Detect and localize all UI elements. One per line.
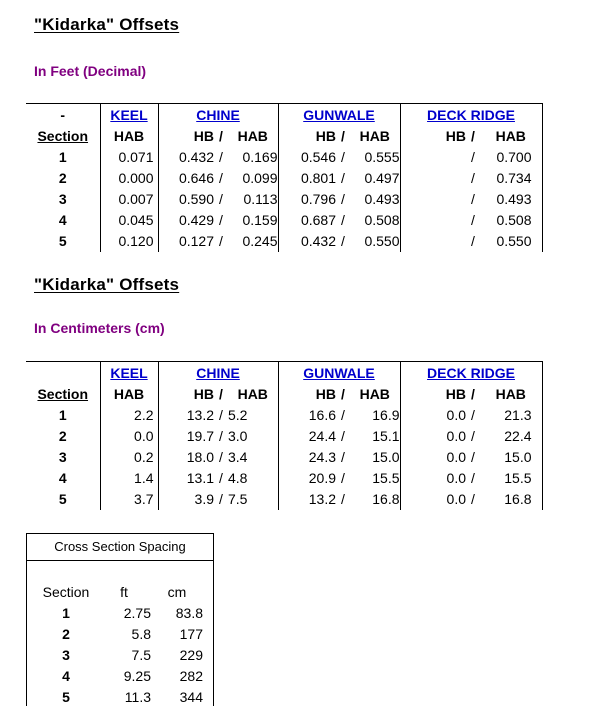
table-row	[26, 168, 542, 189]
chine-hb-value: 13.2	[158, 405, 214, 426]
table1-title: "Kidarka" Offsets	[34, 15, 180, 34]
keel-hab-value: 3.7	[100, 489, 158, 510]
gunwale-hab-value: 15.1	[372, 428, 400, 444]
chine-hb-value: 18.0	[158, 447, 214, 468]
gunwale-slash: /	[341, 428, 345, 444]
spacing-ft-header: ft	[120, 584, 128, 600]
deck-hb-value	[400, 147, 466, 168]
cross-section-spacing-box	[26, 533, 214, 706]
keel-hab-value: 0.045	[100, 210, 158, 231]
section-number: 4	[58, 470, 67, 486]
sub-header-row	[26, 384, 542, 405]
gunwale-slash: /	[341, 191, 345, 207]
keel-header-link[interactable]: KEEL	[100, 104, 158, 127]
spacing-section-number: 1	[62, 605, 70, 621]
keel-hab-value: 0.0	[100, 426, 158, 447]
chine-slash-header: /	[219, 386, 223, 402]
deck-slash-header: /	[471, 128, 475, 144]
feet-rows	[26, 147, 542, 252]
chine-slash: /	[219, 407, 223, 423]
gunwale-hab-value: 16.9	[372, 407, 400, 423]
section-number: 3	[58, 191, 67, 207]
gunwale-hb-value: 20.9	[278, 468, 336, 489]
chine-hb-value: 0.646	[158, 168, 214, 189]
deck-slash: /	[471, 491, 475, 507]
keel-hab-value: 2.2	[100, 405, 158, 426]
chine-hab-value: 0.099	[242, 170, 278, 186]
spacing-row	[35, 687, 203, 708]
spacing-section-number: 3	[62, 647, 70, 663]
table-row	[26, 468, 542, 489]
chine-hb-header: HB	[158, 384, 214, 405]
chine-hb-value: 19.7	[158, 426, 214, 447]
gunwale-header-link[interactable]: GUNWALE	[278, 362, 400, 385]
deck-hb-header: HB	[400, 126, 466, 147]
deck-slash: /	[471, 428, 475, 444]
table-row	[26, 231, 542, 252]
table-row	[26, 489, 542, 510]
gunwale-hb-value: 24.3	[278, 447, 336, 468]
deck-hb-value: 0.0	[400, 426, 466, 447]
deck-hab-value: 0.734	[480, 168, 542, 189]
chine-hb-value: 3.9	[158, 489, 214, 510]
gunwale-hab-value: 0.550	[364, 233, 400, 249]
spacing-cm-value: 229	[179, 647, 203, 663]
deck-hab-value: 0.493	[480, 189, 542, 210]
spacing-row	[35, 645, 203, 666]
gunwale-slash: /	[341, 407, 345, 423]
chine-hab-value: 0.245	[242, 233, 278, 249]
keel-hab-value: 1.4	[100, 468, 158, 489]
gunwale-slash: /	[341, 470, 345, 486]
chine-hab-header: HAB	[237, 386, 268, 402]
deck-ridge-header-link[interactable]: DECK RIDGE	[400, 104, 542, 127]
gunwale-slash: /	[341, 491, 345, 507]
offsets-table-feet	[26, 103, 543, 252]
deck-slash: /	[471, 191, 475, 207]
chine-hb-value: 13.1	[158, 468, 214, 489]
spacing-title: Cross Section Spacing	[27, 534, 213, 561]
deck-slash-header: /	[471, 386, 475, 402]
keel-hab-value: 0.000	[100, 168, 158, 189]
deck-slash: /	[471, 449, 475, 465]
chine-hb-value: 0.432	[158, 147, 214, 168]
chine-hab-value: 0.169	[242, 149, 278, 165]
chine-slash: /	[219, 149, 223, 165]
keel-hab-value: 0.007	[100, 189, 158, 210]
deck-hb-value	[400, 210, 466, 231]
group-header-row	[26, 362, 542, 385]
chine-hb-value: 0.590	[158, 189, 214, 210]
section-number: 1	[58, 149, 67, 165]
section-number: 5	[58, 491, 67, 507]
gunwale-slash: /	[341, 170, 345, 186]
chine-hab-value: 3.4	[228, 449, 248, 465]
deck-hb-value	[400, 168, 466, 189]
gunwale-slash: /	[341, 233, 345, 249]
gunwale-hb-value: 16.6	[278, 405, 336, 426]
gunwale-hab-value: 15.0	[372, 449, 400, 465]
table-row	[26, 189, 542, 210]
keel-hab-value: 0.120	[100, 231, 158, 252]
deck-slash: /	[471, 149, 475, 165]
deck-hab-value: 0.508	[480, 210, 542, 231]
spacing-ft-value: 2.75	[123, 605, 151, 621]
chine-slash-header: /	[219, 128, 223, 144]
gunwale-slash: /	[341, 212, 345, 228]
spacing-row	[35, 624, 203, 645]
offsets-table-cm	[26, 361, 543, 510]
section-header-mark: -	[26, 104, 100, 127]
gunwale-hab-header: HAB	[359, 386, 390, 402]
spacing-section-number: 5	[62, 689, 70, 705]
deck-hb-value: 0.0	[400, 405, 466, 426]
spacing-row	[35, 603, 203, 624]
deck-hab-value: 0.550	[480, 231, 542, 252]
gunwale-hb-value: 0.687	[278, 210, 336, 231]
keel-hab-value: 0.071	[100, 147, 158, 168]
group-header-row	[26, 104, 542, 127]
chine-slash: /	[219, 449, 223, 465]
gunwale-hb-value: 24.4	[278, 426, 336, 447]
chine-hab-header: HAB	[237, 128, 268, 144]
chine-header-link[interactable]: CHINE	[158, 104, 278, 127]
spacing-cm-header: cm	[167, 584, 187, 600]
table-row	[26, 426, 542, 447]
section-number: 1	[58, 407, 67, 423]
spacing-table	[35, 582, 203, 708]
spacing-section-header: Section	[42, 584, 90, 600]
deck-slash: /	[471, 170, 475, 186]
spacing-cm-value: 83.8	[175, 605, 203, 621]
section-number: 2	[58, 170, 67, 186]
chine-slash: /	[219, 428, 223, 444]
chine-slash: /	[219, 491, 223, 507]
chine-slash: /	[219, 233, 223, 249]
gunwale-header-link[interactable]: GUNWALE	[278, 104, 400, 127]
deck-hab-header: HAB	[480, 384, 542, 405]
table1-units: In Feet (Decimal)	[34, 63, 147, 79]
spacing-cm-value: 344	[179, 689, 203, 705]
gunwale-hb-value: 0.796	[278, 189, 336, 210]
gunwale-slash: /	[341, 449, 345, 465]
spacing-ft-value: 7.5	[131, 647, 151, 663]
section-header-mark	[26, 362, 100, 385]
spacing-cm-value: 282	[179, 668, 203, 684]
gunwale-hb-value: 0.546	[278, 147, 336, 168]
chine-slash: /	[219, 212, 223, 228]
deck-hab-value: 16.8	[480, 489, 542, 510]
section-column-header: Section	[37, 386, 89, 402]
gunwale-hab-value: 16.8	[372, 491, 400, 507]
keel-hab-value: 0.2	[100, 447, 158, 468]
deck-hb-header: HB	[400, 384, 466, 405]
section-number: 4	[58, 212, 67, 228]
table-row	[26, 405, 542, 426]
spacing-section-number: 2	[62, 626, 70, 642]
deck-hb-value: 0.0	[400, 489, 466, 510]
gunwale-hab-value: 0.497	[364, 170, 400, 186]
table-row	[26, 447, 542, 468]
deck-hb-value: 0.0	[400, 447, 466, 468]
table-row	[26, 210, 542, 231]
deck-hb-value	[400, 189, 466, 210]
cm-rows	[26, 405, 542, 510]
keel-hab-header: HAB	[100, 126, 158, 147]
deck-slash: /	[471, 233, 475, 249]
chine-hb-header: HB	[158, 126, 214, 147]
spacing-header-row	[35, 582, 203, 603]
chine-hab-value: 4.8	[228, 470, 248, 486]
deck-hab-value: 15.5	[480, 468, 542, 489]
spacing-cm-value: 177	[179, 626, 203, 642]
gunwale-hab-value: 0.508	[364, 212, 400, 228]
chine-header-link[interactable]: CHINE	[158, 362, 278, 385]
deck-hb-value: 0.0	[400, 468, 466, 489]
gunwale-hab-header: HAB	[359, 128, 390, 144]
spacing-row	[35, 666, 203, 687]
chine-hb-value: 0.429	[158, 210, 214, 231]
chine-hab-value: 0.113	[243, 191, 278, 207]
gunwale-hab-value: 0.555	[364, 149, 400, 165]
deck-hab-value: 15.0	[480, 447, 542, 468]
chine-slash: /	[219, 170, 223, 186]
spacing-ft-value: 5.8	[131, 626, 151, 642]
table2-title: "Kidarka" Offsets	[34, 275, 180, 294]
gunwale-slash-header: /	[341, 386, 345, 402]
deck-slash: /	[471, 470, 475, 486]
section-column-header: Section	[37, 128, 89, 144]
deck-slash: /	[471, 212, 475, 228]
section-number: 5	[58, 233, 67, 249]
deck-slash: /	[471, 407, 475, 423]
keel-hab-header: HAB	[100, 384, 158, 405]
gunwale-hb-header: HB	[278, 126, 336, 147]
table-row	[26, 147, 542, 168]
gunwale-slash-header: /	[341, 128, 345, 144]
gunwale-hb-value: 0.801	[278, 168, 336, 189]
chine-hab-value: 5.2	[228, 407, 248, 423]
gunwale-hab-value: 0.493	[364, 191, 400, 207]
deck-ridge-header-link[interactable]: DECK RIDGE	[400, 362, 542, 385]
chine-hab-value: 3.0	[228, 428, 248, 444]
deck-hab-value: 0.700	[480, 147, 542, 168]
chine-hab-value: 0.159	[242, 212, 278, 228]
chine-slash: /	[219, 470, 223, 486]
chine-slash: /	[219, 191, 223, 207]
section-number: 3	[58, 449, 67, 465]
chine-hab-value: 7.5	[228, 491, 248, 507]
spacing-ft-value: 9.25	[123, 668, 151, 684]
deck-hab-header: HAB	[480, 126, 542, 147]
gunwale-hb-value: 13.2	[278, 489, 336, 510]
spacing-section-number: 4	[62, 668, 70, 684]
gunwale-hb-value: 0.432	[278, 231, 336, 252]
gunwale-slash: /	[341, 149, 345, 165]
table2-units: In Centimeters (cm)	[34, 320, 165, 336]
keel-header-link[interactable]: KEEL	[100, 362, 158, 385]
gunwale-hb-header: HB	[278, 384, 336, 405]
sub-header-row	[26, 126, 542, 147]
deck-hab-value: 21.3	[480, 405, 542, 426]
section-number: 2	[58, 428, 67, 444]
gunwale-hab-value: 15.5	[372, 470, 400, 486]
spacing-ft-value: 11.3	[124, 689, 151, 705]
deck-hb-value	[400, 231, 466, 252]
deck-hab-value: 22.4	[480, 426, 542, 447]
chine-hb-value: 0.127	[158, 231, 214, 252]
